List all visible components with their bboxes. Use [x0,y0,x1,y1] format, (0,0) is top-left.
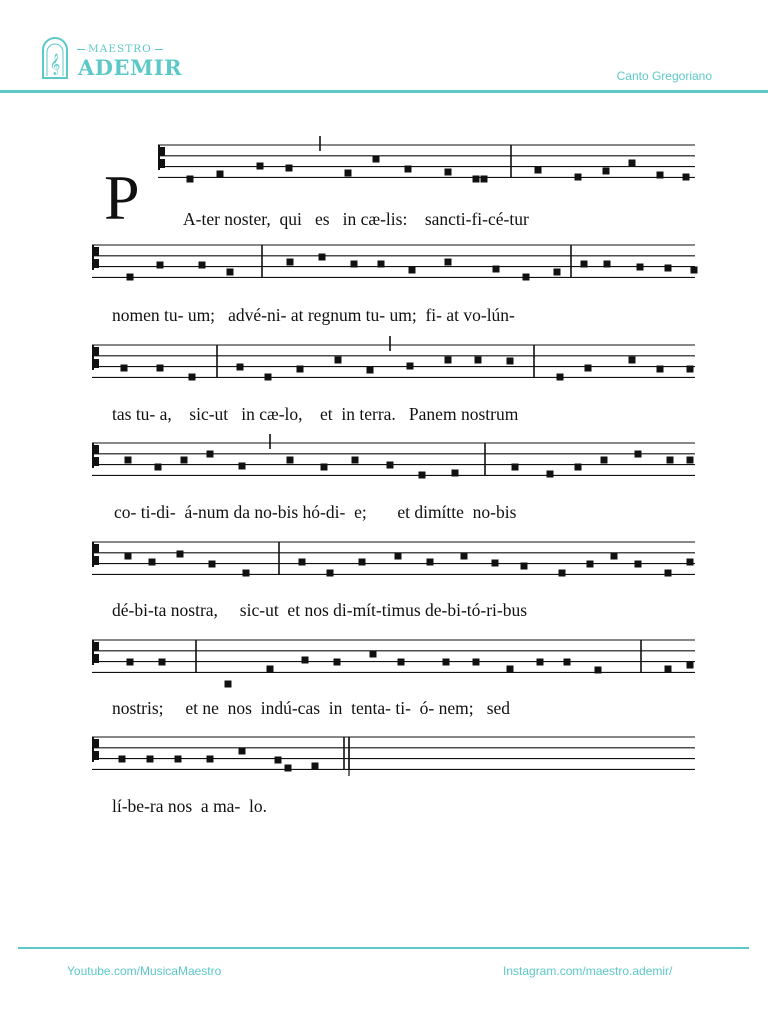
punctum-note [285,765,292,772]
punctum-note [629,160,636,167]
punctum-note [207,451,214,458]
punctum-note [199,262,206,269]
punctum-note [299,559,306,566]
punctum-note [147,756,154,763]
punctum-note [535,167,542,174]
punctum-note [121,365,128,372]
punctum-note [657,172,664,179]
punctum-note [419,472,426,479]
punctum-note [239,463,246,470]
punctum-note [657,366,664,373]
punctum-note [189,374,196,381]
punctum-note [629,357,636,364]
punctum-note [635,451,642,458]
lyric-line-5: dé-bi-ta nostra, sic-ut et nos di-mít-timus de-bi-tó-ri-bus [112,600,528,620]
punctum-note [297,366,304,373]
punctum-note [473,176,480,183]
punctum-note [547,471,554,478]
c-clef-icon [94,359,99,368]
punctum-note [237,364,244,371]
punctum-note [557,374,564,381]
punctum-note [227,269,234,276]
punctum-note [225,681,232,688]
c-clef-icon [94,445,99,454]
punctum-note [665,666,672,673]
punctum-note [521,563,528,570]
c-clef-icon [160,147,165,156]
punctum-note [287,259,294,266]
punctum-note [407,363,414,370]
punctum-note [475,357,482,364]
punctum-note [604,261,611,268]
punctum-note [559,570,566,577]
punctum-note [327,570,334,577]
punctum-note [585,365,592,372]
footer-divider [18,947,749,949]
lyric-line-4: co- ti-di- á-num da no-bis hó-di- e; et dimítte no-bis [114,502,517,522]
punctum-note [637,264,644,271]
page-title: Canto Gregoriano [616,69,712,83]
punctum-note [359,559,366,566]
punctum-note [564,659,571,666]
lyric-line-6: nostris; et ne nos indú-cas in tenta- ti- ó- nem; sed [112,698,511,718]
punctum-note [335,357,342,364]
punctum-note [267,666,274,673]
punctum-note [452,470,459,477]
punctum-note [687,559,694,566]
c-clef-icon [94,654,99,663]
punctum-note [409,267,416,274]
punctum-note [687,662,694,669]
punctum-note [275,757,282,764]
punctum-note [683,174,690,181]
punctum-note [603,168,610,175]
c-clef-icon [94,457,99,466]
punctum-note [378,261,385,268]
punctum-note [427,559,434,566]
punctum-note [575,174,582,181]
punctum-note [217,171,224,178]
punctum-note [635,561,642,568]
punctum-note [507,666,514,673]
punctum-note [157,262,164,269]
punctum-note [575,464,582,471]
punctum-note [595,667,602,674]
punctum-note [287,457,294,464]
punctum-note [443,659,450,666]
punctum-note [554,269,561,276]
punctum-note [175,756,182,763]
punctum-note [149,559,156,566]
punctum-note [665,265,672,272]
punctum-note [537,659,544,666]
punctum-note [587,561,594,568]
c-clef-icon [94,642,99,651]
punctum-note [492,560,499,567]
c-clef-icon [94,247,99,256]
punctum-note [523,274,530,281]
punctum-note [687,366,694,373]
punctum-note [257,163,264,170]
youtube-link[interactable]: Youtube.com/MusicaMaestro [67,964,222,978]
punctum-note [187,176,194,183]
c-clef-icon [94,556,99,565]
punctum-note [512,464,519,471]
punctum-note [302,657,309,664]
punctum-note [445,169,452,176]
c-clef-icon [94,751,99,760]
punctum-note [370,651,377,658]
svg-text:𝄞: 𝄞 [49,54,61,75]
punctum-note [373,156,380,163]
instagram-link[interactable]: Instagram.com/maestro.ademir/ [503,964,673,978]
punctum-note [493,266,500,273]
punctum-note [601,457,608,464]
lyric-line-7: lí-be-ra nos a ma- lo. [112,796,268,816]
punctum-note [319,254,326,261]
punctum-note [181,457,188,464]
punctum-note [159,659,166,666]
punctum-note [243,570,250,577]
c-clef-icon [94,347,99,356]
punctum-note [507,358,514,365]
punctum-note [312,763,319,770]
punctum-note [395,553,402,560]
punctum-note [445,357,452,364]
punctum-note [481,176,488,183]
punctum-note [155,464,162,471]
punctum-note [611,553,618,560]
punctum-note [351,261,358,268]
c-clef-icon [94,544,99,553]
punctum-note [334,659,341,666]
punctum-note [125,553,132,560]
punctum-note [581,261,588,268]
punctum-note [127,659,134,666]
punctum-note [321,464,328,471]
punctum-note [157,365,164,372]
punctum-note [239,748,246,755]
punctum-note [665,570,672,577]
punctum-note [345,170,352,177]
initial-letter: P [104,162,140,233]
punctum-note [352,457,359,464]
punctum-note [405,166,412,173]
punctum-note [461,553,468,560]
punctum-note [691,267,698,274]
punctum-note [209,561,216,568]
punctum-note [127,274,134,281]
punctum-note [125,457,132,464]
c-clef-icon [94,259,99,268]
punctum-note [667,457,674,464]
punctum-note [119,756,126,763]
logo-wordmark-small: MAESTRO [74,43,166,55]
lyric-line-1: A-ter noster, qui es in cæ-lis: sancti-fi-cé-tur [183,209,529,229]
punctum-note [445,259,452,266]
punctum-note [398,659,405,666]
punctum-note [265,374,272,381]
punctum-note [207,756,214,763]
punctum-note [387,462,394,469]
punctum-note [687,457,694,464]
punctum-note [367,367,374,374]
punctum-note [177,551,184,558]
punctum-note [473,659,480,666]
lyric-line-3: tas tu- a, sic-ut in cæ-lo, et in terra. Panem nostrum [112,404,519,424]
logo-wordmark: ADEMIR [78,55,183,80]
punctum-note [286,165,293,172]
c-clef-icon [94,739,99,748]
lyric-line-2: nomen tu- um; advé-ni- at regnum tu- um; fi- at vo-lún- [112,305,515,325]
c-clef-icon [160,159,165,168]
